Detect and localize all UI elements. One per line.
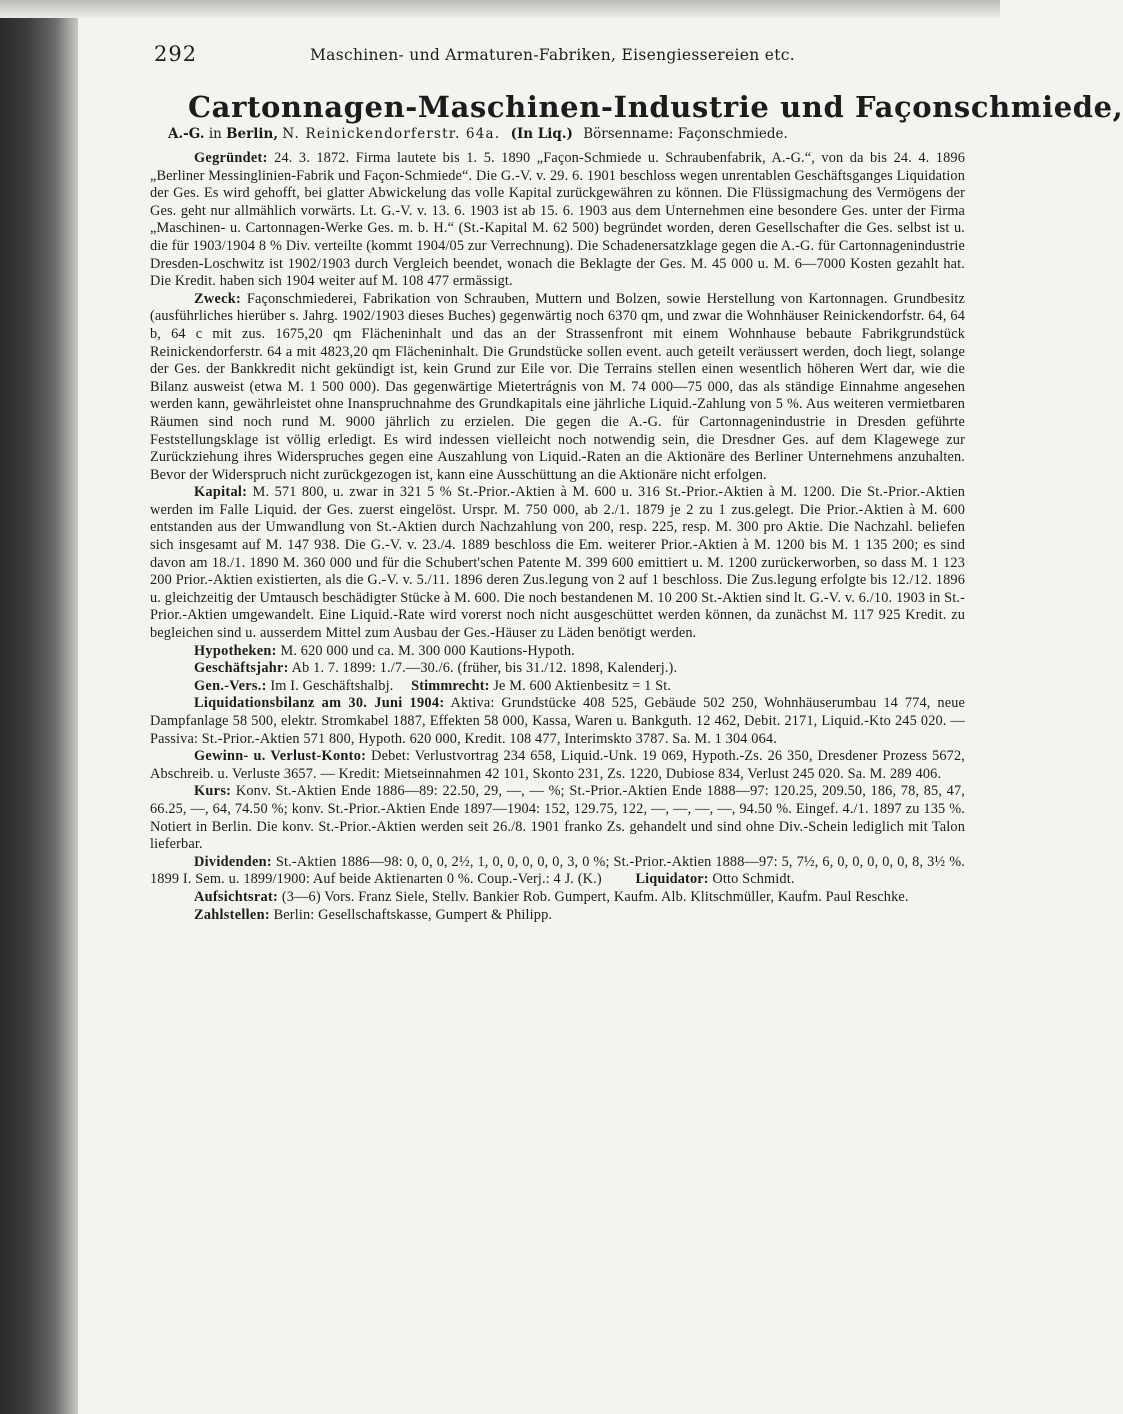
section-text: Ab 1. 7. 1899: 1./7.—30./6. (früher, bis 31./12. 1898, Kalenderj.). (291, 660, 678, 677)
section-text: Debet: Verlustvortrag 234 658, Liquid.-Unk. 19 069, Hypoth.-Zs. 26 350, Dresdener Prozess 5672, Abschreib. u. Verluste 3657. — Kredit: Mietseinnahmen 42 101, Skonto 231, Zs. 1220, Dubiose 834, Verlust 245 020. Sa. M. 289 406. (150, 748, 966, 782)
section-gewinn-verlust (150, 748, 965, 783)
section-label: Aufsichtsrat: (194, 888, 279, 905)
section-label: Gegründet: (194, 150, 268, 166)
stimmrecht-text: Je M. 600 Aktienbesitz = 1 St. (493, 677, 672, 694)
section-label: Kurs: (194, 783, 232, 800)
section-label: Zweck: (194, 290, 242, 307)
section-geschaeftsjahr (150, 660, 965, 678)
stimmrecht-label: Stimmrecht: (411, 677, 490, 694)
section-aufsichtsrat (150, 889, 965, 907)
section-text: M. 620 000 und ca. M. 300 000 Kautions-Hypoth. (280, 642, 575, 659)
scan-top-edge (0, 0, 1000, 18)
section-label: Geschäftsjahr: (194, 660, 289, 677)
section-text: (3—6) Vors. Franz Siele, Stellv. Bankier Rob. Gumpert, Kaufm. Alb. Klitschmüller, Kaufm. Paul Reschke. (281, 888, 909, 905)
section-text: St.-Aktien 1886—98: 0, 0, 0, 2½, 1, 0, 0, 0, 0, 0, 3, 0 %; St.-Prior.-Aktien 1888—97: 5, 7½, 6, 0, 0, 0, 0, 0, 8, 3½ %. 1899 I. Sem. u. 1899/1900: Auf beide Aktienarten 0 %. Coup.-Verj.: 4 J. (K.) (150, 853, 965, 888)
page-number: 292 (154, 42, 198, 66)
section-kurs (150, 783, 965, 853)
section-label: Zahlstellen: (194, 906, 270, 923)
section-label: Gewinn- u. Verlust-Konto: (194, 748, 367, 765)
section-text: Aktiva: Grundstücke 408 525, Gebäude 502 250, Wohnhäuserumbau 14 774, neue Dampfanlage 58 500, elektr. Stromkabel 1887, Effekten 58 000, Kassa, Waren u. Bankguth. 12 462, Debit. 2171, Liquid.-Kto 245 020. — Passiva: St.-Prior.-Aktien 571 800, Hypoth. 620 000, Kredit. 108 477, Interimskto 3787. Sa. M. 1 304 064. (150, 695, 965, 747)
section-label: Kapital: (194, 484, 248, 501)
section-text: Façonschmiederei, Fabrikation von Schrauben, Muttern und Bolzen, sowie Herstellung von Kartonnagen. Grundbesitz (ausführliches hierüber s. Jahrg. 1902/1903 dieses Buches) gegenwärtig noch 6370 qm, und zwar die Wohnhäuser Reinickendorfstr. 64, 64 b, 64 c mit zus. 1675,20 qm Flächeninhalt und das an der Strassenfront mit einem Wohnhause bebaute Fabrikgrundstück Reinickendorferstr. 64 a mit 4823,20 qm Flächeninhalt. Die Grundstücke sollen event. auch geteilt veräussert werden, doch liegt, solange der Ges. der Bankkredit nicht gekündigt ist, kein Grund zur Eile vor. Die Terrains stellen einen wesentlich höheren Wert dar, wie die Bilanz ausweist (etwa M. 1 500 000). Das gegenwärtige Mietertrágnis von M. 74 000—75 000, das als ständige Einnahme angesehen werden kann, gewährleistet ohne Inanspruchnahme des Grundkapitals eine jährliche Liquid.-Zahlung von 5 %. Aus weiteren vermietbaren Räumen sind noch rund M. 9000 jährlich zu erzielen. Die gegen die A.-G. für Cartonnagenindustrie in Dresden geführte Feststellungsklage ist völlig erledigt. Es wird indessen vielleicht noch notwendig sein, die Dresdner Ges. auf dem Klagewege zur Zurückziehung ihres Widerspruches gegen eine Auszahlung von Liquid.-Raten an die Aktionäre des Berliner Unternehmens anzuhalten. Bevor der Widerspruch nicht zurückgezogen ist, kann eine Ausschüttung an die Aktionäre nicht erfolgen. (150, 290, 965, 483)
section-hypotheken (150, 643, 965, 661)
section-text: Im I. Geschäftshalbj. (270, 677, 394, 694)
section-zahlstellen (150, 907, 965, 925)
company-address: N. Reinickendorferstr. 64a. (282, 126, 501, 142)
company-title: Cartonnagen-Maschinen-Industrie und Façonschmiede, (188, 90, 1123, 124)
section-text: Berlin: Gesellschaftskasse, Gumpert & Philipp. (273, 906, 553, 923)
in-word: in (208, 126, 222, 142)
section-zweck (150, 291, 965, 485)
section-label: Gen.-Vers.: (194, 677, 267, 694)
running-title: Maschinen- und Armaturen-Fabriken, Eisengiessereien etc. (310, 46, 795, 64)
boersenname-label: Börsenname: (583, 126, 674, 142)
section-text: M. 571 800, u. zwar in 321 5 % St.-Prior.-Aktien à M. 600 u. 316 St.-Prior.-Aktien à M. 1200. Die St.-Prior.-Aktien werden im Falle Liquid. der Ges. zuerst eingelöst. Urspr. M. 750 000, ab 2./1. 1879 je 2 zu 1 zus.gelegt. Die Prior.-Aktien à M. 600 entstanden aus der Umwandlung von St.-Aktien durch Nachzahlung von 200, resp. 225, resp. M. 300 pro Aktie. Die Nachzahl. beliefen sich insgesamt auf M. 147 938. Die G.-V. v. 23./4. 1889 beschloss die Em. weiterer Prior.-Aktien à M. 1200 bis M. 1 135 200; es sind davon am 18./1. 1890 M. 360 000 und für die Schubert'schen Patente M. 399 600 emittiert u. M. 1200 zurückerworben, so dass M. 1 123 200 Prior.-Aktien existierten, als die G.-V. v. 5./11. 1896 deren Zus.legung von 2 auf 1 beschloss. Die Zus.legung erfolgte bis 12./12. 1896 u. gleichzeitig der Umtausch beschädigter Stücke à M. 600. Die noch bestandenen M. 10 200 St.-Aktien sind lt. G.-V. v. 6./10. 1903 in St.-Prior.-Aktien umgewandelt. Eine Liquid.-Rate wird vorerst noch nicht ausgeschüttet werden können, da zunächst M. 117 925 Kredit. zu begleichen sind u. ausserdem Mittel zum Ausbau der Ges.-Häuser zu Läden benötigt werden. (150, 484, 965, 642)
section-text: 24. 3. 1872. Firma lautete bis 1. 5. 1890 „Façon-Schmiede u. Schraubenfabrik, A.-G.“, von da bis 24. 4. 1896 „Berliner Messinglinien-Fabrik und Façon-Schmiede“. Die G.-V. v. 29. 6. 1901 beschloss wegen unrentablen Geschäftsganges Liquidation der Ges. Es wird gehofft, bei glatter Abwickelung das volle Kapital zurückgewähren zu können. Die Flüssigmachung des Vermögens der Ges. geht nur allmählich vorwärts. Lt. G.-V. v. 13. 6. 1903 ist ab 15. 6. 1903 aus dem Unternehmen eine besondere Ges. unter der Firma „Maschinen- u. Cartonnagen-Werke Ges. m. b. H.“ (St.-Kapital M. 62 500) begründet worden, deren Gesellschafter die Ges. selbst ist u. die für 1903/1904 8 % Div. verteilte (kommt 1904/05 zur Verrechnung). Die Schadenersatzklage gegen die A.-G. für Cartonnagenindustrie Dresden-Loschwitz ist 1902/1903 durch Vergleich beendet, wonach die Beklagte der Ges. M. 45 000 u. M. 6—7000 Kosten gezahlt hat. Die Kredit. haben sich 1904 weiter auf M. 108 477 ermässigt. (150, 150, 965, 290)
section-gen-vers (150, 678, 965, 696)
running-header (150, 38, 965, 68)
company-subheading (168, 126, 965, 142)
document-page (150, 38, 1123, 1278)
company-form: A.-G. (168, 126, 205, 142)
section-label: Hypotheken: (194, 642, 277, 659)
scan-left-edge (0, 0, 78, 1414)
section-label: Dividenden: (194, 853, 272, 870)
liquidator-name: Otto Schmidt. (712, 871, 795, 888)
liquidator-label: Liquidator: (635, 871, 709, 888)
document-body (150, 150, 965, 924)
section-label: Liquidationsbilanz am 30. Juni 1904: (194, 695, 445, 712)
boersenname: Façonschmiede. (677, 126, 788, 142)
section-dividenden (150, 854, 965, 889)
company-city: Berlin, (226, 126, 279, 142)
section-kapital (150, 484, 965, 642)
liquidation-status: (In Liq.) (510, 126, 573, 142)
section-text: Konv. St.-Aktien Ende 1886—89: 22.50, 29, —, — %; St.-Prior.-Aktien Ende 1888—97: 120.25, 209.50, 186, 78, 85, 47, 66.25, —, 64, 74.50 %; konv. St.-Prior.-Aktien Ende 1897—1904: 152, 129.75, 122, —, —, —, —, 94.50 %. Eingef. 4./1. 1897 zu 135 %. Notiert in Berlin. Die konv. St.-Prior.-Aktien werden seit 26./8. 1901 franko Zs. gehandelt und sind ohne Div.-Schein lediglich mit Talon lieferbar. (150, 783, 965, 853)
section-gegruendet (150, 150, 965, 291)
section-liquidationsbilanz (150, 695, 965, 748)
